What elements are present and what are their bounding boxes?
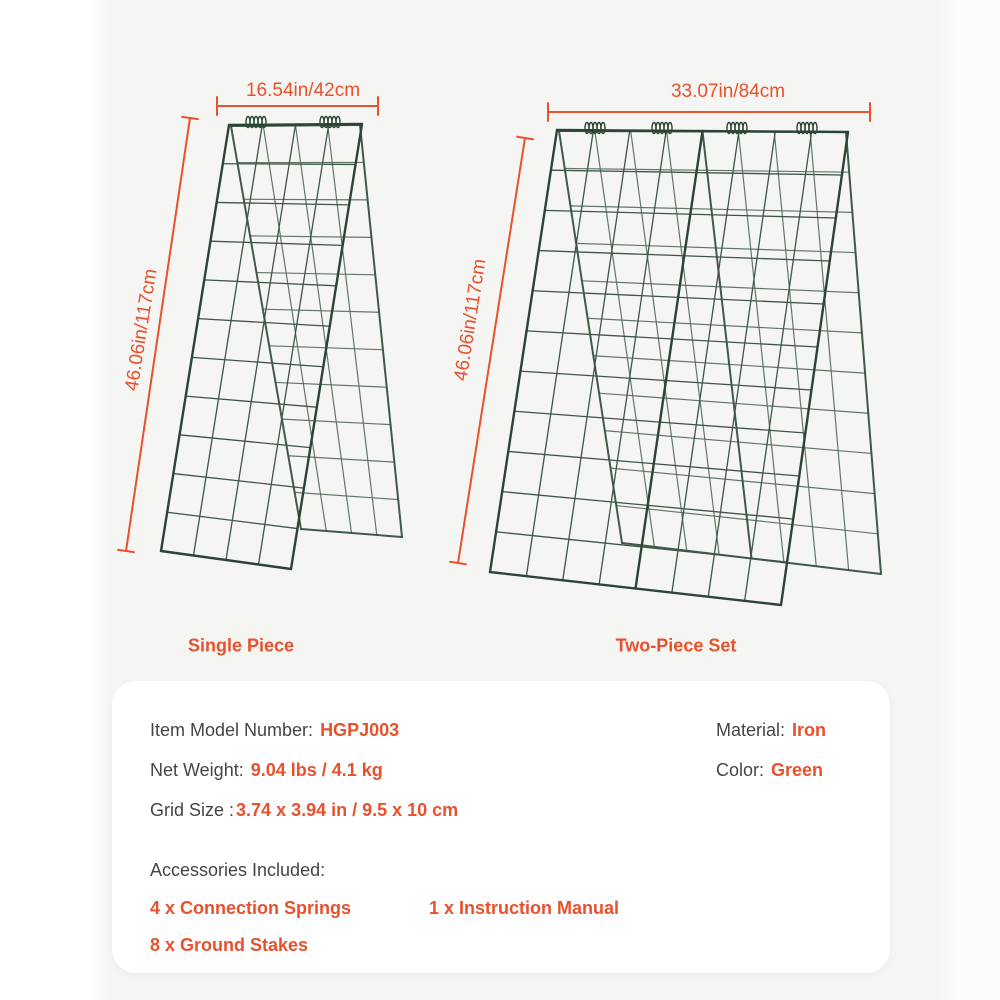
spec-row-color [716, 759, 823, 781]
accessory-connection-springs: 4 x Connection Springs [150, 898, 352, 918]
single-width-dimension-label: 16.54in/42cm [245, 80, 361, 101]
single-trellis-back-panel [231, 125, 402, 537]
two-piece-set-caption: Two-Piece Set [615, 635, 737, 656]
double-trellis-front-panel [490, 130, 848, 605]
dimension-lines [118, 97, 870, 564]
spec-label-grid-size: Grid Size : [150, 800, 235, 820]
accessories-title: Accessories Included: [150, 860, 326, 880]
single-height-dimension-label: 46.06in/117cm [121, 267, 162, 393]
spec-row-material [716, 719, 826, 741]
single-trellis-front-panel [161, 124, 362, 569]
spec-value-material: Iron [792, 720, 827, 740]
double-height-dimension-label: 46.06in/117cm [450, 257, 491, 383]
spec-card [112, 681, 890, 973]
spec-value-color: Green [771, 760, 824, 780]
spec-label-model: Item Model Number: [150, 720, 314, 740]
double-width-dimension-label: 33.07in/84cm [670, 81, 786, 102]
spec-row-weight [150, 759, 383, 781]
spec-row-grid-size [150, 799, 458, 821]
spec-value-grid-size: 3.74 x 3.94 in / 9.5 x 10 cm [236, 800, 459, 820]
accessory-ground-stakes: 8 x Ground Stakes [150, 935, 309, 955]
spec-label-material: Material: [716, 720, 786, 740]
spec-label-weight: Net Weight: [150, 760, 244, 780]
spec-row-model [150, 719, 399, 741]
single-piece-caption: Single Piece [187, 635, 295, 656]
double-trellis-back-panel [559, 131, 881, 574]
spec-value-weight: 9.04 lbs / 4.1 kg [250, 760, 383, 780]
spec-value-model: HGPJ003 [320, 720, 400, 740]
spec-label-color: Color: [716, 760, 765, 780]
accessory-instruction-manual: 1 x Instruction Manual [429, 898, 620, 918]
